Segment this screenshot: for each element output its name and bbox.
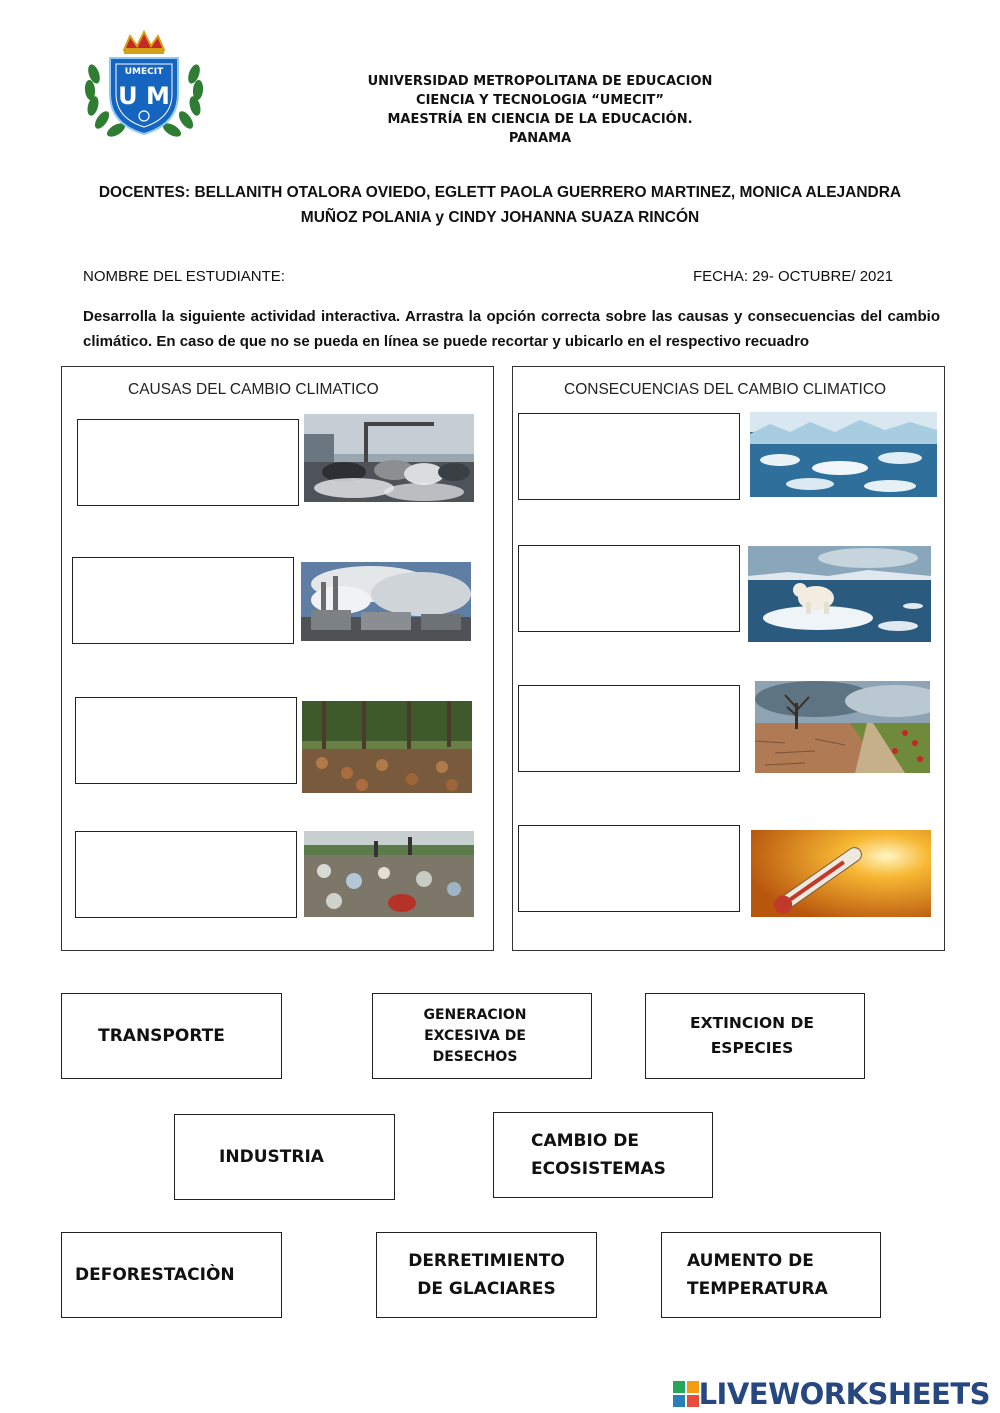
consequence-drop-zone-3[interactable] [518,685,740,772]
teachers-line-1: DOCENTES: BELLANITH OTALORA OVIEDO, EGLETT PAOLA GUERRERO MARTINEZ, MONICA ALEJANDRA [98,184,902,201]
consequences-title: CONSECUENCIAS DEL CAMBIO CLIMATICO [564,381,887,398]
option-derretimiento-line-1: DERRETIMIENTO [408,1251,565,1271]
drought-tree-image [755,681,930,773]
factory-smoke-image [301,562,471,641]
garbage-waste-image [304,831,474,917]
causes-title: CAUSAS DEL CAMBIO CLIMATICO [128,381,379,398]
country: PANAMA [508,131,572,146]
cause-drop-zone-2[interactable] [72,557,294,644]
liveworksheets-brand [673,1378,990,1410]
option-deforestacion-label: DEFORESTACIÒN [75,1265,235,1285]
university-header [300,72,780,148]
university-subtitle: CIENCIA Y TECNOLOGIA “UMECIT” [416,93,664,108]
option-cambio-line-1: CAMBIO DE [531,1131,639,1151]
option-deforestacion[interactable] [61,1232,282,1318]
teachers-line-2: MUÑOZ POLANIA y CINDY JOHANNA SUAZA RINCÓN [300,209,700,226]
consequence-drop-zone-1[interactable] [518,413,740,500]
option-aumento-line-1: AUMENTO DE [687,1251,814,1271]
option-industria[interactable] [174,1114,395,1200]
option-generacion-line-3: DESECHOS [432,1048,518,1065]
teachers-block [60,180,940,230]
cause-drop-zone-4[interactable] [75,831,297,918]
option-extincion[interactable] [645,993,865,1079]
cause-drop-zone-3[interactable] [75,697,297,784]
umecit-logo [80,30,208,142]
student-name-label: NOMBRE DEL ESTUDIANTE: [83,268,285,285]
option-transporte[interactable] [61,993,282,1079]
option-transporte-label: TRANSPORTE [98,1026,225,1046]
deforestation-image [302,701,472,793]
svg-text:U M: U M [118,82,170,110]
liveworksheets-wordmark: LIVEWORKSHEETS [698,1377,990,1411]
option-aumento-temperatura[interactable] [661,1232,881,1318]
option-generacion-line-2: EXCESIVA DE [424,1027,526,1044]
instructions: Desarrolla la siguiente actividad interactiva. Arrastra la opción correcta sobre las causas y consecuencias del cambio climático. En caso de que no se pueda en línea se puede recortar y ubicarlo en el respectivo recuadro [83,308,940,350]
date-label: FECHA: 29- OCTUBRE/ 2021 [693,268,894,285]
option-generacion-line-1: GENERACION [423,1006,527,1023]
polar-bear-ice-image [748,546,931,642]
consequence-drop-zone-4[interactable] [518,825,740,912]
cause-drop-zone-1[interactable] [77,419,299,506]
consequence-drop-zone-2[interactable] [518,545,740,632]
option-industria-label: INDUSTRIA [219,1147,324,1167]
traffic-smog-image [304,414,474,502]
option-derretimiento-line-2: DE GLACIARES [417,1279,556,1299]
option-aumento-line-2: TEMPERATURA [687,1279,828,1299]
university-name: UNIVERSIDAD METROPOLITANA DE EDUCACION [367,74,713,89]
thermometer-heat-image [751,830,931,917]
program-name: MAESTRÍA EN CIENCIA DE LA EDUCACIÓN. [387,112,693,127]
option-generacion[interactable] [372,993,592,1079]
option-derretimiento[interactable] [376,1232,597,1318]
liveworksheets-logo-icon [673,1381,699,1407]
option-extincion-line-1: EXTINCION DE [690,1014,814,1032]
melting-glaciers-image [750,412,937,497]
option-extincion-line-2: ESPECIES [710,1039,794,1057]
svg-text:UMECIT: UMECIT [124,67,164,77]
option-cambio-line-2: ECOSISTEMAS [531,1159,666,1179]
option-cambio-ecosistemas[interactable] [493,1112,713,1198]
